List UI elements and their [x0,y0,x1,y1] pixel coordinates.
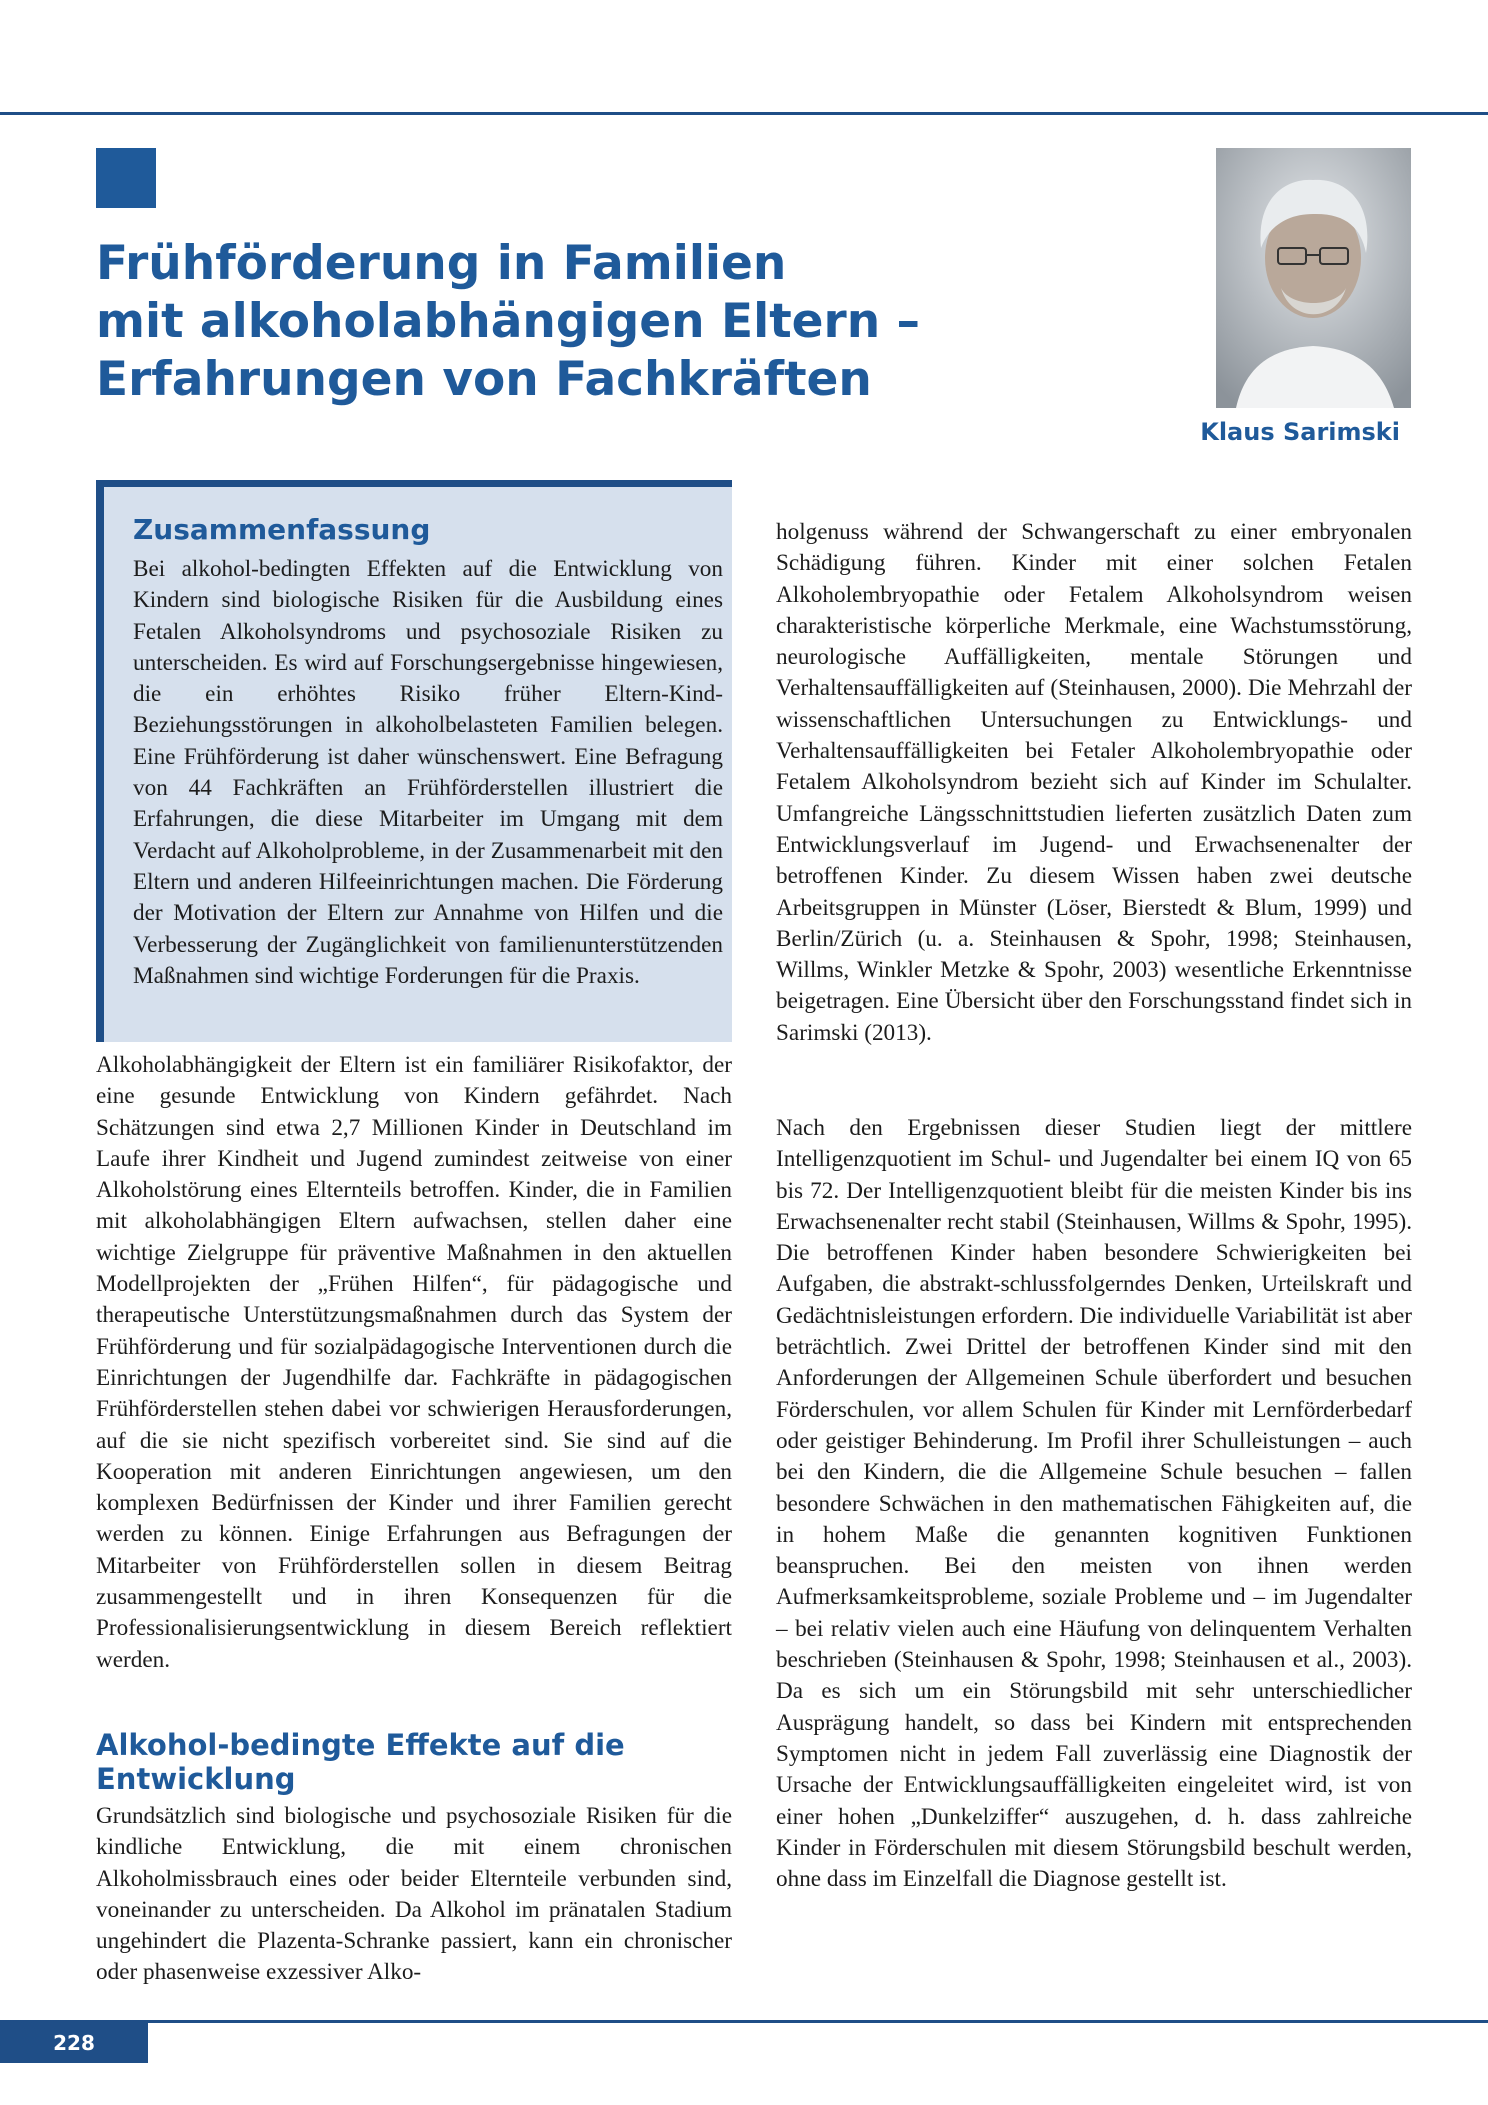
abstract-side-bar [96,487,104,1042]
title-line: Frühförderung in Familien [96,236,787,291]
intro-paragraph: Alkoholabhängigkeit der Eltern ist ein familiärer Risikofaktor, der eine gesunde Entwicklung von Kindern gefährdet. Nach Schätzungen sind etwa 2,7 Millionen Kinder in Deutschland im Laufe ihrer Kindheit und Jugend zumindest zeitweise von einer Alkoholstörung eines Elternteils betroffen. Kinder, die in Familien mit alkoholabhängigen Eltern aufwachsen, stellen daher eine wichtige Zielgruppe für präventive Maßnahmen in den aktuellen Modellprojekten der „Frühen Hilfen“, für pädagogische und therapeutische Unterstützungsmaßnahmen durch das System der Frühförderung und für sozialpädagogische Interventionen durch die Einrichtungen der Jugendhilfe dar. Fachkräfte in pädagogischen Frühförderstellen stehen dabei vor schwierigen Herausforderungen, auf die sie nicht spezifisch vorbereitet sind. Sie sind auf die Kooperation mit anderen Einrichtungen angewiesen, um den komplexen Bedürfnissen der Kinder und ihrer Familien gerecht werden zu können. Einige Erfahrungen aus Befragungen der Mitarbeiter von Frühförderstellen sollen in diesem Beitrag zusammengestellt und in ihren Konsequenzen für die Professionalisierungsentwicklung in diesem Bereich reflektiert werden. [96,1052,732,1673]
abstract-heading: Zusammenfassung [133,513,431,546]
top-rule [0,112,1488,115]
page-number: 228 [53,2031,95,2055]
section-paragraph: Grundsätzlich sind biologische und psychosoziale Risiken für die kindliche Entwicklung, die mit einem chronischen Alkoholmissbrauch eines oder beider Elternteile verbunden sind, voneinander zu unterscheiden. Da Alkohol im pränatalen Stadium ungehindert die Plazenta-Schranke passiert, kann ein chronischer oder phasenweise exzessiver Alko- [96,1803,732,1986]
right-paragraph-2: Nach den Ergebnissen dieser Studien liegt der mittlere Intelligenzquotient im Schul- und Jugendalter bei einem IQ von 65 bis 72. Der Intelligenzquotient bleibt für die meisten Kinder bis ins Erwachsenenalter recht stabil (Steinhausen, Willms & Spohr, 1995). Die betroffenen Kinder haben besondere Schwierigkeiten bei Aufgaben, die abstrakt-schlussfolgerndes Denken, Urteilskraft und Gedächtnisleistungen erfordern. Die individuelle Variabilität ist aber beträchtlich. Zwei Drittel der betroffenen Kinder sind mit den Anforderungen der Allgemeinen Schule überfordert und besuchen Förderschulen, vor allem Schulen für Kinder mit Lernförderbedarf oder geistiger Behinderung. Im Profil ihrer Schulleistungen – auch bei den Kindern, die die Allgemeine Schule besuchen – fallen besondere Schwächen in den mathematischen Fähigkeiten auf, die in hohem Maße die genannten kognitiven Funktionen beanspruchen. Bei den meisten von ihnen werden Aufmerksamkeitsprobleme, soziale Probleme und – im Jugendalter – bei relativ vielen auch eine Häufung von delinquentem Verhalten beschrieben (Steinhausen & Spohr, 1998; Steinhausen et al., 2003). Da es sich um ein Störungsbild mit sehr unterschiedlicher Ausprägung handelt, so dass bei Kindern mit entsprechenden Symptomen nicht in jedem Fall zuverlässig eine Diagnostik der Ursache der Entwicklungsauffälligkeiten eingeleitet wird, ist von einer hohen „Dunkelziffer“ auszugehen, d. h. dass zahlreiche Kinder in Förderschulen mit diesem Störungsbild beschult werden, ohne dass im Einzelfall die Diagnose gestellt ist. [776,1115,1412,1893]
title-line: mit alkoholabhängigen Eltern – [96,294,921,349]
author-name: Klaus Sarimski [1200,418,1400,446]
title-line: Erfahrungen von Fachkräften [96,352,872,407]
right-paragraph-1: holgenuss während der Schwangerschaft zu einer embryonalen Schädigung führen. Kinder mit einer solchen Fetalen Alkoholembryopathie oder Fetalem Alkoholsyndrom weisen charakteristische körperliche Merkmale, eine Wachstumsstörung, neurologische Auffälligkeiten, mentale Störungen und Verhaltensauffälligkeiten auf (Steinhausen, 2000). Die Mehrzahl der wissenschaftlichen Untersuchungen zu Entwicklungs- und Verhaltensauffälligkeiten bei Fetaler Alkoholembryopathie oder Fetalem Alkoholsyndrom bezieht sich auf Kinder im Schulalter. Umfangreiche Längsschnittstudien lieferten zusätzlich Daten zum Entwicklungsverlauf im Jugend- und Erwachsenenalter der betroffenen Kinder. Zu diesem Wissen haben zwei deutsche Arbeitsgruppen in Münster (Löser, Bierstedt & Blum, 1999) und Berlin/Zürich (u. a. Steinhausen & Spohr, 1998; Steinhausen, Willms, Winkler Metzke & Spohr, 2003) wesentliche Erkenntnisse beigetragen. Eine Übersicht über den Forschungsstand findet sich in Sarimski (2013). [776,519,1412,1046]
bottom-rule [0,2020,1488,2023]
article-title [96,235,996,409]
section-marker-square [96,148,156,208]
abstract-text: Bei alkohol-bedingten Effekten auf die Entwicklung von Kindern sind biologische Risiken für die Ausbildung eines Fetalen Alkoholsyndroms und psychosoziale Risiken zu unterscheiden. Es wird auf Forschungsergebnisse hingewiesen, die ein erhöhtes Risiko früher Eltern-Kind-Beziehungsstörungen in alkoholbelasteten Familien belegen. Eine Frühförderung ist daher wünschenswert. Eine Befragung von 44 Fachkräften an Frühförderstellen illustriert die Erfahrungen, die diese Mitarbeiter im Umgang mit dem Verdacht auf Alkoholprobleme, in der Zusammenarbeit mit den Eltern und anderen Hilfeeinrichtungen machen. Die Förderung der Motivation der Eltern zur Annahme von Hilfen und die Verbesserung der Zugänglichkeit von familienunterstützenden Maßnahmen sind wichtige Forderungen für die Praxis. [133,556,723,989]
section-heading-line: Entwicklung [96,1762,296,1796]
abstract-box [96,480,732,1042]
author-photo [1216,148,1411,408]
section-heading-line: Alkohol-bedingte Effekte auf die [96,1728,625,1762]
section-heading [96,1728,732,1796]
